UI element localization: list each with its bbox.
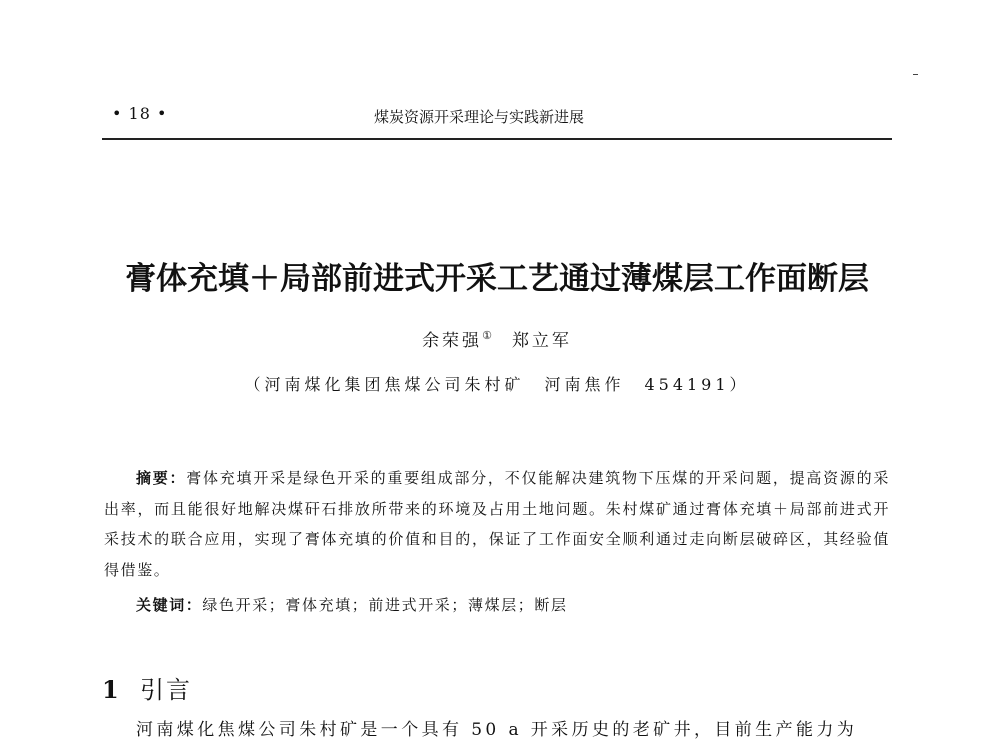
section-heading	[102, 670, 192, 705]
author-line	[102, 326, 892, 351]
abstract-text: 膏体充填开采是绿色开采的重要组成部分，不仅能解决建筑物下压煤的开采问题，提高资源的采出率，而且能很好地解决煤矸石排放所带来的环境及占用土地问题。朱村煤矿通过膏体充填＋局部前进式开采技术的联合应用，实现了膏体充填的价值和目的，保证了工作面安全顺利通过走向断层破碎区，其经验值得借鉴。	[104, 469, 890, 579]
page-number: • 18 •	[112, 104, 168, 123]
section-title: 引言	[140, 676, 192, 704]
body-paragraph: 河南煤化焦煤公司朱村矿是一个具有 50 a 开采历史的老矿井，目前生产能力为	[136, 720, 858, 740]
author-name: 郑立军	[511, 331, 572, 351]
affiliation: （河南煤化集团焦煤公司朱村矿 河南焦作 454191）	[244, 375, 750, 394]
author-name: 余荣强	[422, 331, 483, 351]
abstract-label: 摘要：	[136, 469, 187, 487]
keywords-label: 关键词：	[136, 596, 203, 614]
section-number: 1	[102, 675, 119, 704]
article-title: 膏体充填＋局部前进式开采工艺通过薄煤层工作面断层	[125, 261, 869, 297]
running-title: 煤炭资源开采理论与实践新进展	[374, 108, 585, 126]
scan-mark	[913, 74, 918, 75]
keywords	[136, 594, 896, 615]
header-divider	[102, 138, 892, 140]
footnote-mark: ①	[482, 329, 492, 342]
abstract	[104, 463, 890, 585]
page-header	[102, 104, 892, 132]
keywords-text: 绿色开采；膏体充填；前进式开采；薄煤层；断层	[202, 596, 568, 614]
